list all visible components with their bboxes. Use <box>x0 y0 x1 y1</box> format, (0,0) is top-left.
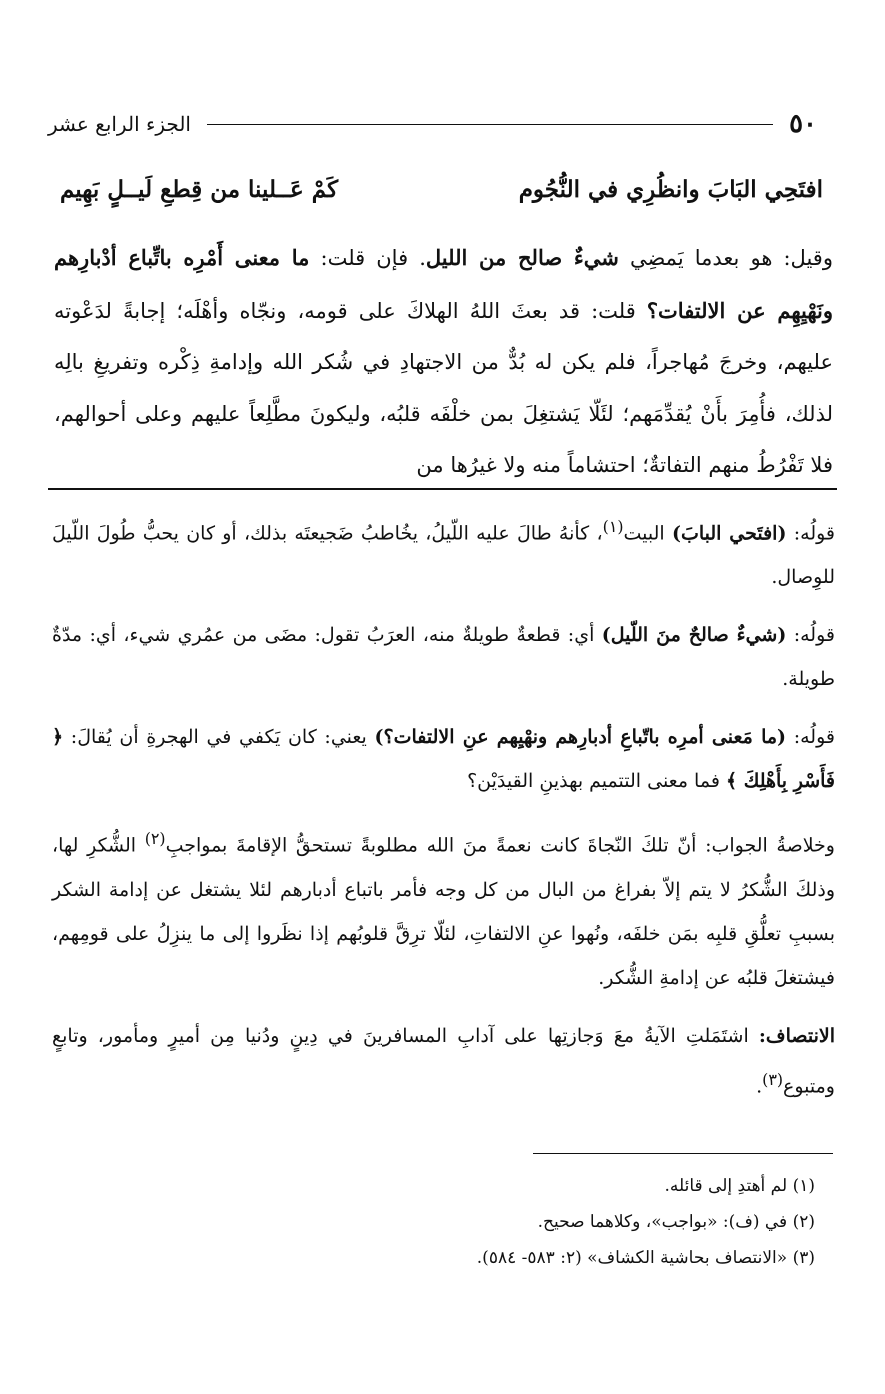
footnote-ref: (٢) <box>144 829 166 849</box>
main-question: ما معنى أَمْرِه باتِّباع أدْبارِهم ونَهْيِهِم عن الالتفات؟ <box>54 245 833 323</box>
footnote: (٣) «الانتصاف بحاشية الكشاف» (٢: ٥٨٣- ٥٨٤). <box>476 1248 815 1268</box>
footnote: (٢) في (ف): «بواجب»، وكلاهما صحيح. <box>537 1212 815 1232</box>
main-text-run: وقيل: هو بعدما يَمضِي <box>618 246 833 270</box>
commentary-text: الشُّكرِ لها، وذلكَ الشُّكرُ لا يتم إلاّ بفراغ من البال من كل وجه فأمر باتباع أدبارهم لئلا يشتغل عن إدامة الشكر بسببِ تعلُّقِ قلبِه بمَن خلفَه، ونُهوا عنِ الالتفاتِ، لئلّا ترِقَّ قلوبُهم إذا نظَروا إلى ما ينزِلُ على قومِهم، فيشتغلَ قلبُه عن إدامةِ الشُّكر. <box>52 834 835 989</box>
part-title: الجزء الرابع عشر <box>48 112 191 136</box>
commentary-lead: الانتصاف: <box>758 1024 835 1047</box>
commentary-quote: (ما مَعنى أمرِه باتّباعِ أدبارِهم ونهْيِهم عنِ الالتفات؟) <box>374 726 787 749</box>
commentary-paragraph <box>52 1014 835 1108</box>
commentary-lead: قولُه: <box>786 726 835 749</box>
commentary-text: أي: قطعةٌ طويلةٌ منه، العرَبُ تقول: مضَى من عمُري شيء، أي: مدّةٌ طويلة. <box>52 624 835 691</box>
commentary-quote: (شيءٌ صالحٌ منَ اللّيل) <box>601 624 787 647</box>
verse-second-hemistich: كَمْ عَــلينا من قِطعِ لَيــلٍ بَهِيم <box>60 175 339 203</box>
main-answer: قلت: قد بعثَ اللهُ الهلاكَ على قومه، ونجّاه وأهْلَه؛ إجابةً لدَعْوته عليهم، وخرجَ مُهاجراً، فلم يكن له بُدٌّ من الاجتهادِ في شُكر الله وإدامةِ ذِكْره وتفريغِ بالِه لذلك، فأُمِرَ بأَنْ يُقدِّمَهم؛ لئَلّا يَشتغِلَ بمن خلْفَه قلبُه، وليكونَ مطَّلِعاً عليهم وعلى أحوالهم، فلا تَفْرُطُ منهم التفاتةٌ؛ احتشاماً منه ولا غيرُها من <box>54 298 833 477</box>
commentary-text: فما معنى التتميم بهذينِ القيدَيْن؟ <box>467 770 726 793</box>
main-text-run: . فإن قلت: <box>309 246 426 270</box>
commentary-lead: قولُه: <box>786 624 835 647</box>
main-quote-phrase: شيءٌ صالح من الليل <box>425 245 619 270</box>
commentary-text: ، كأنهُ طالَ عليه اللّيلُ، يخُاطبُ ضَجيعتَه بذلك، أو كان يحبُّ طُولَ اللّيلَ للوِصال. <box>52 522 835 589</box>
commentary-text: . <box>756 1074 763 1097</box>
commentary-text: اشتَمَلتِ الآيةُ معَ وَجازتِها على آدابِ المسافرينَ في دِينٍ ودُنيا مِن أميرٍ ومأمور، وتابعٍ ومتبوع <box>52 1024 835 1097</box>
commentary-paragraph <box>52 715 835 803</box>
commentary-lead: قولُه: <box>786 522 836 545</box>
page-header <box>48 108 817 140</box>
commentary-paragraph <box>52 613 835 701</box>
text-divider <box>48 488 837 490</box>
commentary-paragraph <box>52 505 835 599</box>
footnote-separator <box>533 1153 833 1154</box>
commentary-text: وخلاصةُ الجواب: أنّ تلكَ النّجاةَ كانت نعمةً منَ الله مطلوبةً تستحقُّ الإقامةَ بمواجبِ <box>165 834 835 857</box>
main-paragraph <box>54 232 833 492</box>
page-number: ٥٠ <box>789 109 817 139</box>
footnote-ref: (٣) <box>762 1069 784 1089</box>
commentary-text: البيت <box>623 522 672 545</box>
header-rule <box>207 124 773 125</box>
commentary-text: يعني: كان يَكفي في الهجرةِ أن يُقالَ: <box>63 726 375 749</box>
verse-first-hemistich: افتَحِي البَابَ وانظُرِي في النُّجُوم <box>518 175 823 203</box>
footnote-ref: (١) <box>602 517 624 536</box>
commentary-quote: (افتَحي البابَ) <box>671 522 787 545</box>
poetry-verse <box>60 163 823 215</box>
footnotes <box>60 1168 815 1276</box>
main-text <box>54 232 833 492</box>
commentary-paragraph <box>52 817 835 999</box>
commentary-section <box>52 505 835 1122</box>
quran-quote: ﴿ فَأَسْرِ بِأَهْلِكَ ﴾ <box>52 726 835 793</box>
footnote: (١) لم أهتدِ إلى قائله. <box>664 1176 815 1196</box>
